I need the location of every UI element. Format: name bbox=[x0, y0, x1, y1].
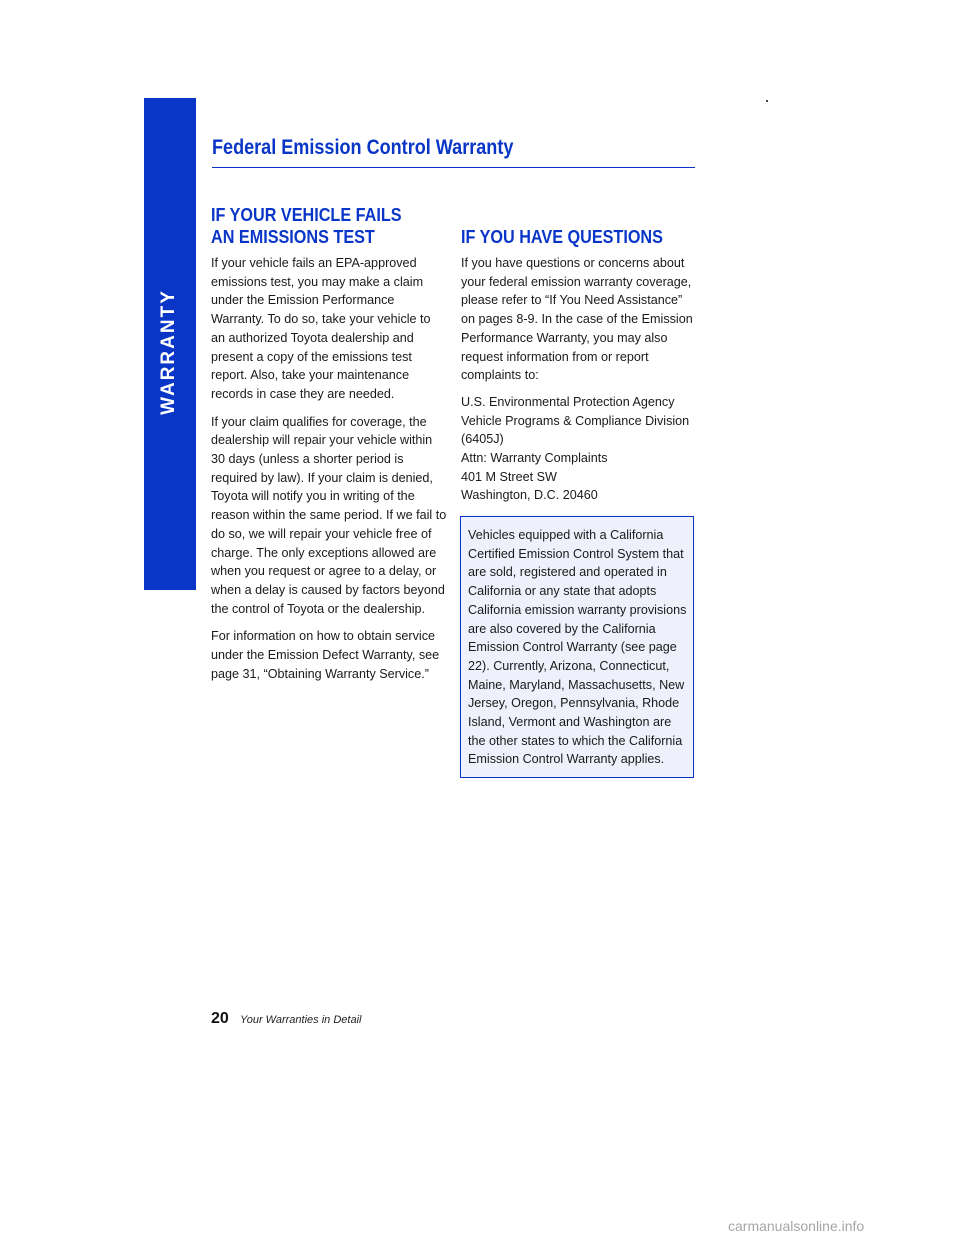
title-rule bbox=[212, 167, 695, 168]
left-heading bbox=[211, 204, 423, 248]
california-notice-box: Vehicles equipped with a California Certified Emission Control System that are sold, registered and operated in California or any state that adopts California emission warranty provisions are also covered by the California Emission Control Warranty (see page 22). Currently, Arizona, Connecticut, Maine, Maryland, Massachusetts, New Jersey, Oregon, Pennsylvania, Rhode Island, Vermont and Washington are the other states to which the California Emission Control Warranty applies. bbox=[460, 516, 694, 778]
address-line: Vehicle Programs & Compliance Division bbox=[461, 413, 690, 428]
left-heading-line1: IF YOUR VEHICLE FAILS bbox=[211, 205, 402, 225]
footer-section-title: Your Warranties in Detail bbox=[240, 1014, 362, 1026]
left-paragraph: For information on how to obtain service under the Emission Defect Warranty, see page 31, “Obtaining Warranty Service.” bbox=[211, 629, 440, 681]
address-line: Washington, D.C. 20460 bbox=[461, 488, 598, 503]
right-paragraph: If you have questions or concerns about your federal emission warranty coverage, please refer to “If You Need Assistance” on pages 8-9. In the case of the Emission Performance Warranty, you may also request information from or report complaints to: bbox=[461, 256, 693, 383]
watermark: carmanualsonline.info bbox=[728, 1218, 865, 1234]
left-column bbox=[211, 204, 447, 692]
address-line: (6405J) bbox=[461, 432, 504, 447]
page-title: Federal Emission Control Warranty bbox=[212, 136, 514, 159]
left-paragraph: If your claim qualifies for coverage, the dealership will repair your vehicle within 30 days (unless a shorter period is required by law). If your claim is denied, Toyota will notify you in writing of the reason within the same period. If we fail to do so, we will repair your vehicle free of charge. The only exceptions allowed are when you request or agree to a delay, or when a delay is caused by factors beyond the control of Toyota or the dealership. bbox=[211, 414, 447, 616]
address-line: U.S. Environmental Protection Agency bbox=[461, 394, 675, 409]
right-heading: IF YOU HAVE QUESTIONS bbox=[461, 227, 663, 247]
address-line: Attn: Warranty Complaints bbox=[461, 451, 608, 466]
side-tab-label: WARRANTY bbox=[158, 289, 179, 415]
right-column bbox=[461, 226, 697, 505]
left-paragraph: If your vehicle fails an EPA-approved emissions test, you may make a claim under the Emission Performance Warranty. To do so, take your vehicle to an authorized Toyota dealership and present a copy of the emissions test report. Also, take your maintenance records in case they are needed. bbox=[211, 256, 431, 401]
epa-address bbox=[461, 393, 697, 505]
address-line: 401 M Street SW bbox=[461, 469, 557, 484]
page-number: 20 bbox=[211, 1010, 229, 1027]
stray-dot bbox=[766, 100, 768, 102]
left-heading-line2: AN EMISSIONS TEST bbox=[211, 227, 375, 247]
